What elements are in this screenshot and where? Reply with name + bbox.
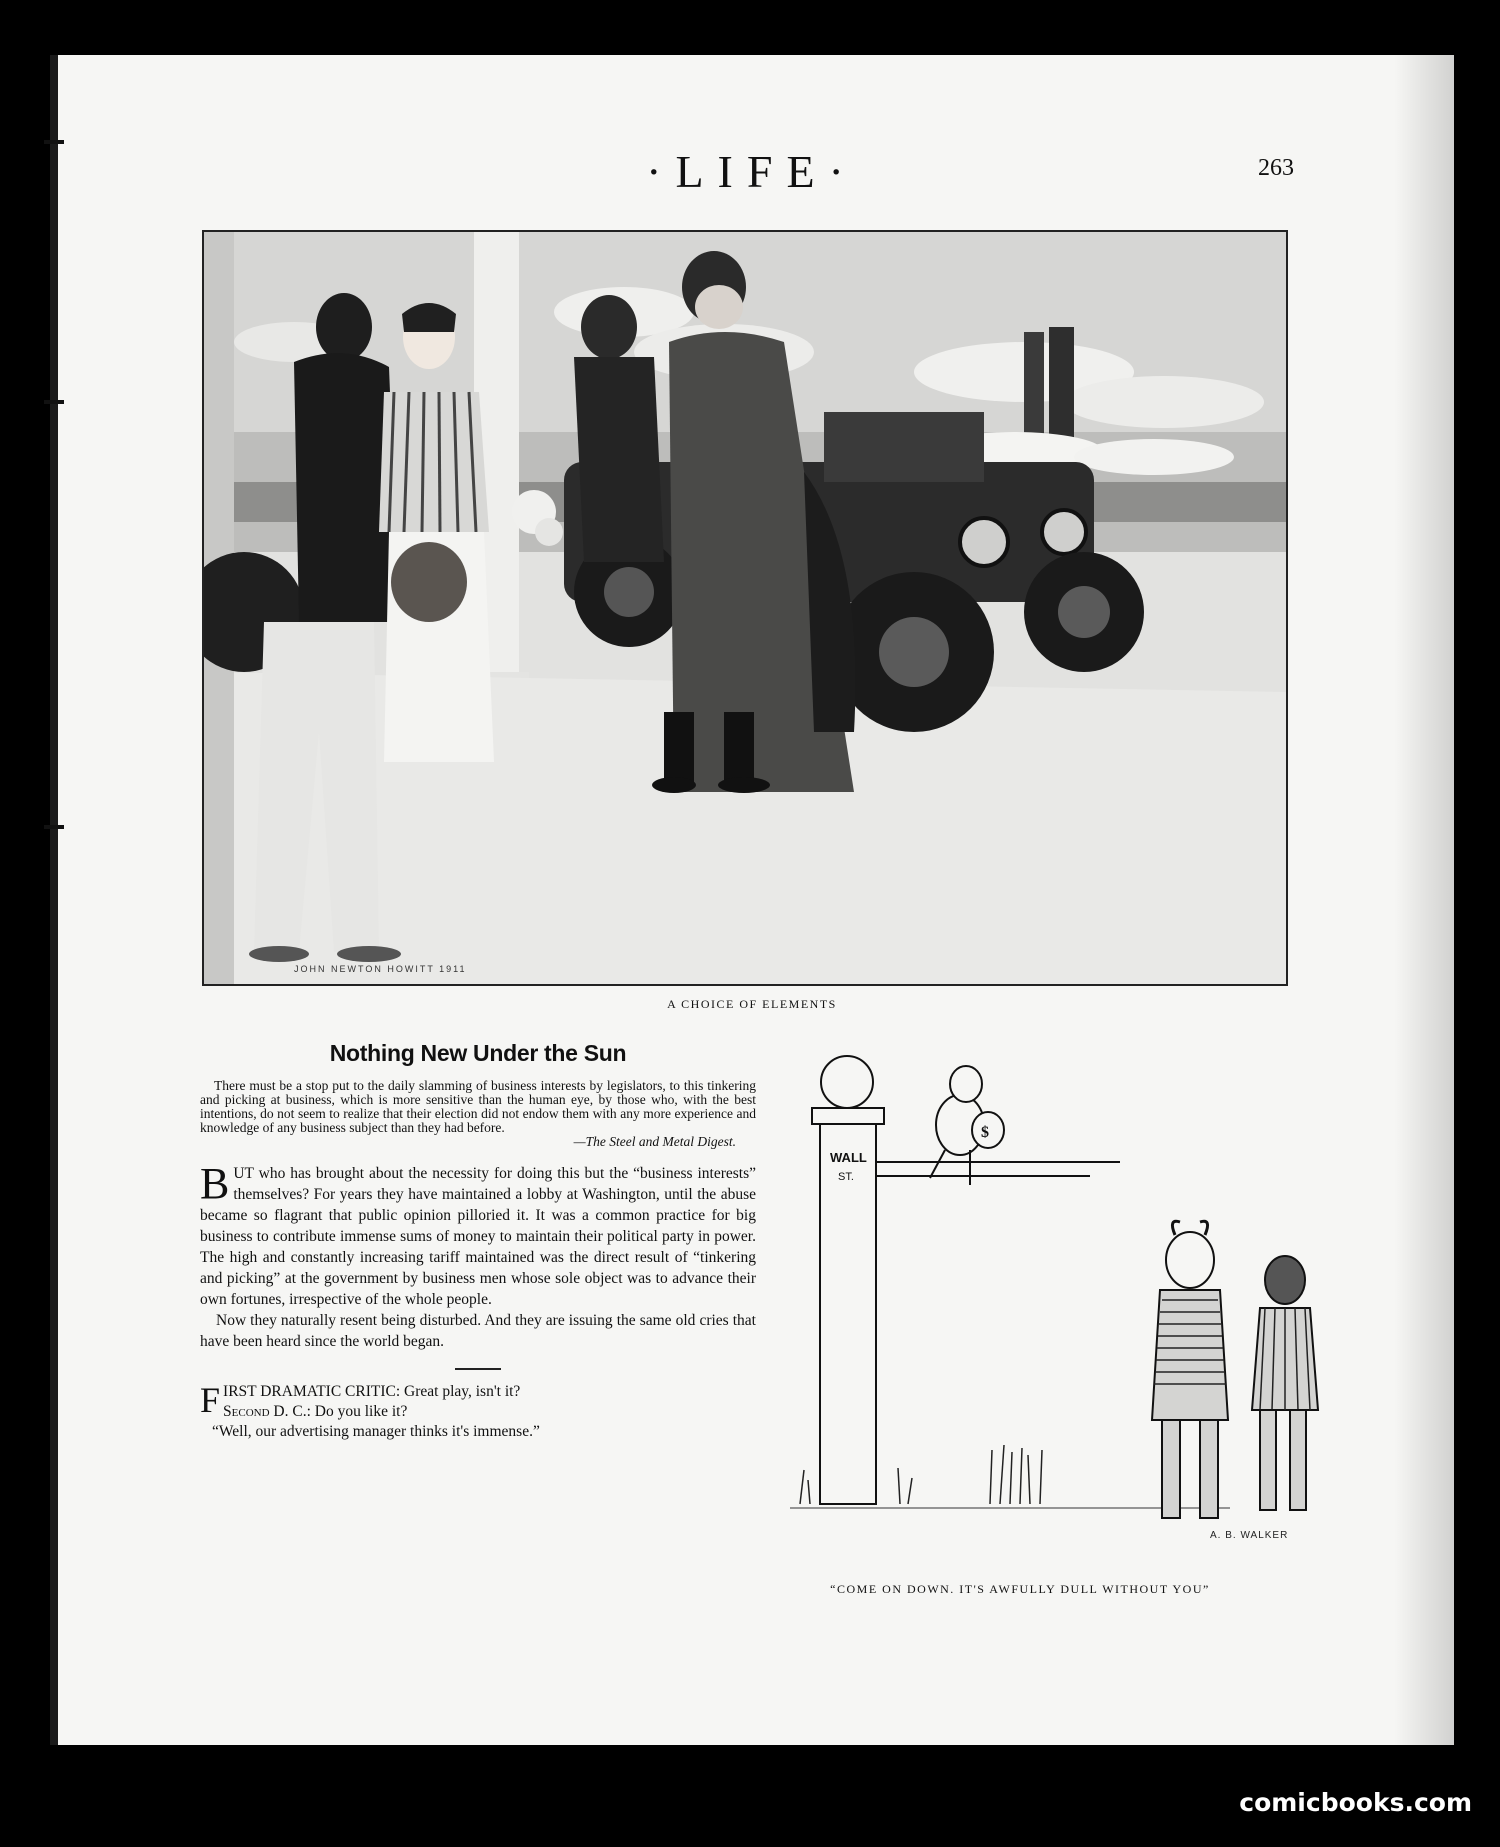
paragraph-text: UT who has brought about the necessity for doing this but the “business interests” themselves? For years they have maintained a lobby at Washington, until the abuse became so flagrant that public opinion pilloried it. It was a common practice for big business to contribute immense sums of money to maintain their political party in power. The high and constantly increasing tariff maintained was the direct result of “tinkering and picking” at the government by business men whose sole object was to advance their own fortunes, irrespective of the whole people. xyxy=(200,1165,756,1308)
binding-tick xyxy=(44,400,64,404)
site-watermark: comicbooks.com xyxy=(1239,1788,1472,1817)
section-divider xyxy=(455,1368,501,1370)
article-paragraph xyxy=(200,1159,756,1310)
speaker-label: Second D. C.: xyxy=(223,1403,311,1420)
post-sign-st: ST. xyxy=(838,1171,854,1183)
article-nothing-new xyxy=(200,1040,756,1442)
speaker-text: Do you like it? xyxy=(314,1403,408,1420)
cartoon-caption: “COME ON DOWN. IT'S AWFULLY DULL WITHOUT YOU” xyxy=(830,1582,1210,1596)
illustration-signature: JOHN NEWTON HOWITT 1911 xyxy=(294,964,467,974)
drop-cap: B xyxy=(200,1159,230,1208)
binding-tick xyxy=(44,140,64,144)
article-title: Nothing New Under the Sun xyxy=(329,1040,627,1066)
page-number: 263 xyxy=(1258,155,1294,181)
illustration-choice-of-elements xyxy=(202,230,1288,986)
masthead: ·LIFE· xyxy=(646,146,858,197)
cartoon-signature: A. B. WALKER xyxy=(1210,1530,1289,1541)
post-sign-wall: WALL xyxy=(830,1150,867,1165)
binding-edge xyxy=(50,55,58,1745)
joke-line-3: “Well, our advertising manager thinks it's immense.” xyxy=(212,1423,540,1440)
page-shadow xyxy=(1394,55,1454,1745)
drop-cap: F xyxy=(200,1380,221,1420)
magazine-page xyxy=(50,55,1454,1745)
article-epigraph: There must be a stop put to the daily slamming of business interests by legislators, to this tinkering and picking at business, which is more sensitive than the human eye, by those who, with the best intentions, do not seem to realize that their election did not endow them with any more experience and knowledge of any business subject than they had before. xyxy=(200,1078,756,1135)
binding-tick xyxy=(44,825,64,829)
joke-line-1: IRST DRAMATIC CRITIC: Great play, isn't it? xyxy=(223,1383,521,1400)
epigraph-source: —The Steel and Metal Digest. xyxy=(573,1134,736,1149)
illustration-caption: A CHOICE OF ELEMENTS xyxy=(667,997,837,1011)
dramatic-critic-joke xyxy=(200,1382,756,1442)
money-bag-symbol: $ xyxy=(981,1124,989,1141)
cartoon-wall-street xyxy=(790,1050,1350,1570)
article-paragraph: Now they naturally resent being disturbed. And they are issuing the same old cries that have been heard since the world began. xyxy=(200,1312,756,1350)
joke-line-2 xyxy=(222,1402,756,1422)
